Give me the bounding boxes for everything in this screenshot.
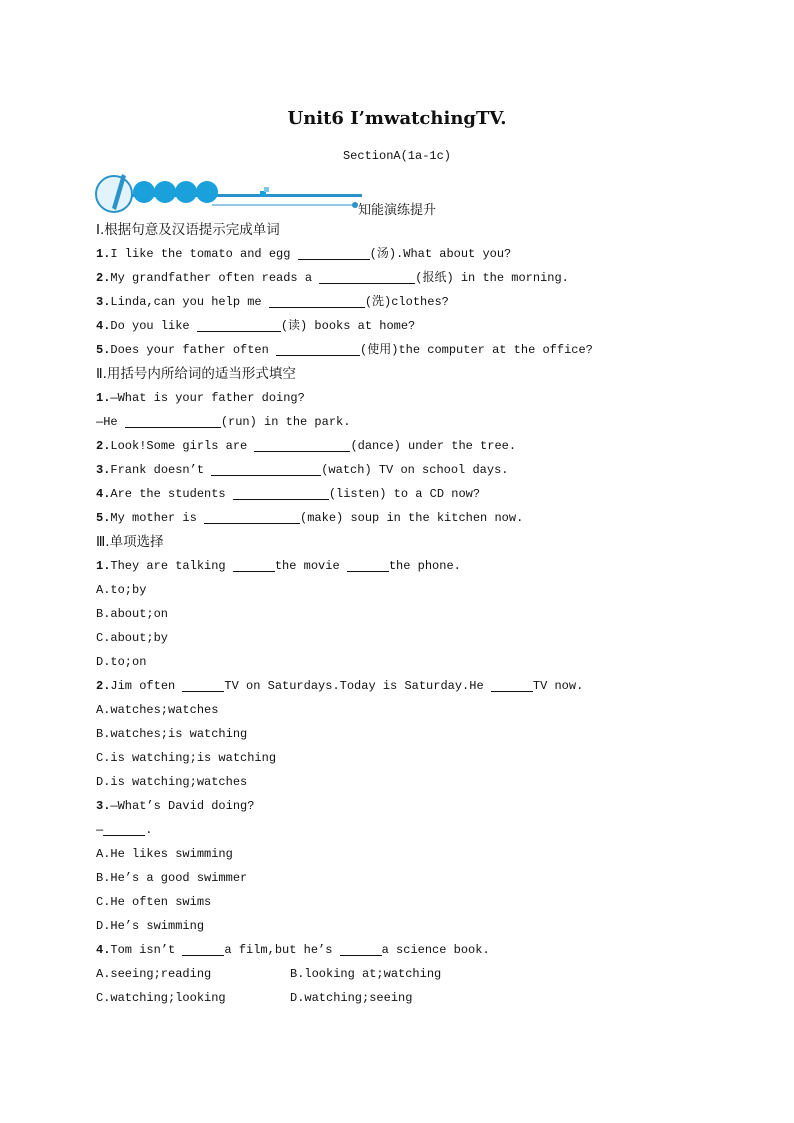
- option-row: [96, 962, 716, 986]
- option[interactable]: A.watches;watches: [96, 703, 219, 717]
- option[interactable]: D.to;on: [96, 655, 147, 669]
- answer-blank[interactable]: [298, 245, 370, 260]
- dot-icon: [154, 181, 176, 203]
- question: 2.My grandfather often reads a (报纸) in the morning.: [96, 271, 569, 285]
- option[interactable]: B.He’s a good swimmer: [96, 871, 248, 885]
- option[interactable]: A.to;by: [96, 583, 147, 597]
- answer-blank[interactable]: [182, 941, 224, 956]
- question: 4.Tom isn’t a film,but he’s a science book.: [96, 943, 490, 957]
- question: 5.Does your father often (使用)the computer at the office?: [96, 343, 593, 357]
- banner-label: 知能演练提升: [358, 203, 437, 218]
- section-heading-1: Ⅰ.根据句意及汉语提示完成单词: [96, 222, 280, 238]
- question: 4.Do you like (读) books at home?: [96, 319, 416, 333]
- worksheet-content: [96, 218, 716, 1010]
- answer-blank[interactable]: [269, 293, 365, 308]
- question-reply: — .: [96, 823, 153, 837]
- answer-blank[interactable]: [319, 269, 415, 284]
- question: 2.Jim often TV on Saturdays.Today is Saturday.He TV now.: [96, 679, 584, 693]
- answer-blank[interactable]: [340, 941, 382, 956]
- question: 2.Look!Some girls are (dance) under the tree.: [96, 439, 517, 453]
- answer-blank[interactable]: [347, 557, 389, 572]
- answer-blank[interactable]: [233, 485, 329, 500]
- question-reply: —He (run) in the park.: [96, 415, 351, 429]
- answer-blank[interactable]: [254, 437, 350, 452]
- option[interactable]: A.He likes swimming: [96, 847, 233, 861]
- answer-blank[interactable]: [233, 557, 275, 572]
- question: 1.They are talking the movie the phone.: [96, 559, 461, 573]
- answer-blank[interactable]: [125, 413, 221, 428]
- option[interactable]: D.watching;seeing: [290, 991, 413, 1005]
- option[interactable]: C.watching;looking: [96, 991, 226, 1005]
- question: 3.—What’s David doing?: [96, 799, 255, 813]
- option[interactable]: D.is watching;watches: [96, 775, 248, 789]
- question: 3.Frank doesn’t (watch) TV on school days.: [96, 463, 509, 477]
- dot-icon: [196, 181, 218, 203]
- question: 3.Linda,can you help me (洗)clothes?: [96, 295, 449, 309]
- option[interactable]: C.is watching;is watching: [96, 751, 277, 765]
- answer-blank[interactable]: [103, 821, 145, 836]
- question: 1.—What is your father doing?: [96, 391, 305, 405]
- dot-icon: [133, 181, 155, 203]
- option[interactable]: D.He’s swimming: [96, 919, 205, 933]
- question: 5.My mother is (make) soup in the kitchen now.: [96, 511, 524, 525]
- answer-blank[interactable]: [491, 677, 533, 692]
- section-heading-3: Ⅲ.单项选择: [96, 534, 164, 550]
- page-title: Unit6 I’mwatchingTV.: [287, 108, 507, 129]
- option[interactable]: A.seeing;reading: [96, 967, 212, 981]
- page-subtitle: SectionA(1a-1c): [342, 149, 452, 163]
- question: 4.Are the students (listen) to a CD now?: [96, 487, 481, 501]
- section-heading-2: Ⅱ.用括号内所给词的适当形式填空: [96, 366, 296, 382]
- option[interactable]: B.watches;is watching: [96, 727, 248, 741]
- answer-blank[interactable]: [211, 461, 321, 476]
- answer-blank[interactable]: [276, 341, 360, 356]
- option[interactable]: B.looking at;watching: [290, 967, 442, 981]
- answer-blank[interactable]: [204, 509, 300, 524]
- option-row: [96, 986, 716, 1010]
- answer-blank[interactable]: [182, 677, 224, 692]
- question: 1.I like the tomato and egg (汤).What about you?: [96, 247, 512, 261]
- option[interactable]: C.about;by: [96, 631, 169, 645]
- option[interactable]: C.He often swims: [96, 895, 212, 909]
- option[interactable]: B.about;on: [96, 607, 169, 621]
- dot-icon: [175, 181, 197, 203]
- answer-blank[interactable]: [197, 317, 281, 332]
